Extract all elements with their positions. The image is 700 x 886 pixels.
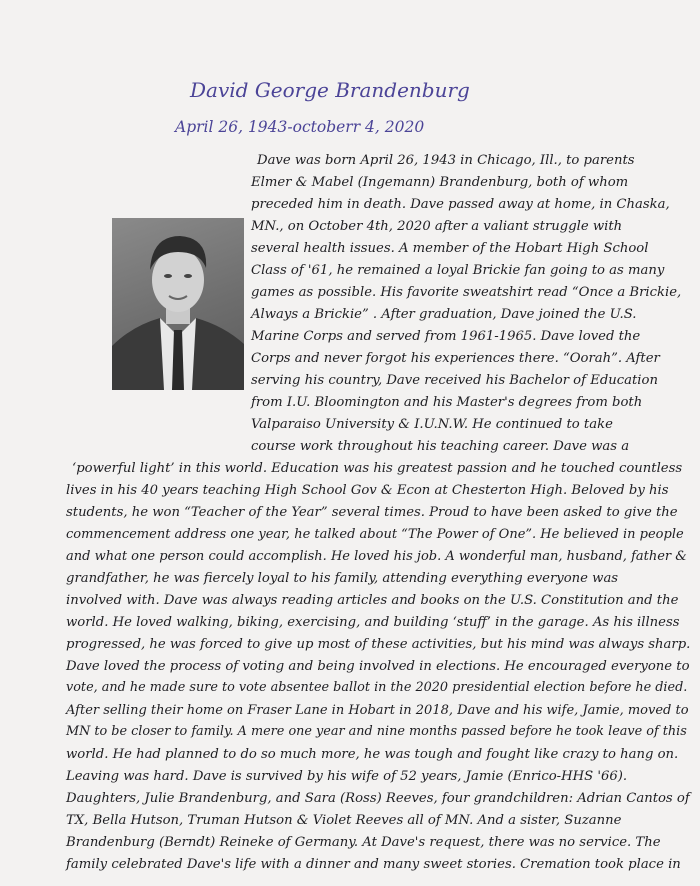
text-line: world. He had planned to do so much more, he was tough and fought like crazy to hang on. bbox=[66, 747, 679, 762]
text-line: vote, and he made sure to vote absentee ballot in the 2020 presidential election before he died. bbox=[66, 680, 688, 695]
text-line: Valparaiso University & I.U.N.W. He continued to take bbox=[251, 417, 613, 432]
text-line: grandfather, he was fiercely loyal to his family, attending everything everyone was bbox=[66, 571, 619, 586]
text-line: course work throughout his teaching career. Dave was a bbox=[251, 439, 630, 454]
text-line: family celebrated Dave's life with a dinner and many sweet stories. Cremation took place in bbox=[66, 857, 681, 872]
text-line: serving his country, Dave received his Bachelor of Education bbox=[251, 373, 658, 388]
text-line: commencement address one year, he talked about “The Power of One”. He believed in people bbox=[66, 527, 684, 542]
text-line: After selling their home on Fraser Lane in Hobart in 2018, Dave and his wife, Jamie, moved to bbox=[66, 703, 689, 718]
text-line: involved with. Dave was always reading articles and books on the U.S. Constitution and the bbox=[66, 593, 679, 608]
text-line: Class of '61, he remained a loyal Brickie fan going to as many bbox=[251, 263, 665, 278]
text-line: several health issues. A member of the Hobart High School bbox=[251, 241, 649, 256]
text-line: preceded him in death. Dave passed away at home, in Chaska, bbox=[251, 197, 670, 212]
text-line: ‘powerful light’ in this world. Education was his greatest passion and he touched countless bbox=[72, 461, 683, 476]
text-line: Elmer & Mabel (Ingemann) Brandenburg, both of whom bbox=[251, 175, 629, 190]
text-line: games as possible. His favorite sweatshirt read “Once a Brickie, bbox=[251, 285, 682, 300]
text-line: Marine Corps and served from 1961-1965. Dave loved the bbox=[251, 329, 641, 344]
text-line: lives in his 40 years teaching High School Gov & Econ at Chesterton High. Beloved by his bbox=[66, 483, 669, 498]
text-line: and what one person could accomplish. He loved his job. A wonderful man, husband, father & bbox=[66, 549, 687, 564]
text-line: from I.U. Bloomington and his Master's degrees from both bbox=[251, 395, 643, 410]
text-line: Always a Brickie” . After graduation, Dave joined the U.S. bbox=[251, 307, 637, 322]
text-line: MN to be closer to family. A mere one year and nine months passed before he took leave of this bbox=[66, 724, 687, 739]
text-line: TX, Bella Hutson, Truman Hutson & Violet Reeves all of MN. And a sister, Suzanne bbox=[66, 813, 622, 828]
text-line: world. He loved walking, biking, exercising, and building ‘stuff’ in the garage. As his illness bbox=[66, 615, 680, 630]
text-line: progressed, he was forced to give up most of these activities, but his mind was always sharp. bbox=[66, 637, 691, 652]
text-line: Dave loved the process of voting and being involved in elections. He encouraged everyone to bbox=[66, 659, 690, 674]
text-line: Brandenburg (Berndt) Reineke of Germany. At Dave's request, there was no service. The bbox=[66, 835, 661, 850]
life-dates: April 26, 1943-octoberr 4, 2020 bbox=[175, 118, 425, 136]
text-line: MN., on October 4th, 2020 after a valiant struggle with bbox=[251, 219, 623, 234]
text-line: Corps and never forgot his experiences there. “Oorah”. After bbox=[251, 351, 660, 366]
page-title: David George Brandenburg bbox=[190, 78, 470, 102]
text-line: Dave was born April 26, 1943 in Chicago, Ill., to parents bbox=[257, 153, 635, 168]
text-line: Leaving was hard. Dave is survived by his wife of 52 years, Jamie (Enrico-HHS '66). bbox=[66, 769, 628, 784]
text-line: students, he won “Teacher of the Year” several times. Proud to have been asked to give the bbox=[66, 505, 678, 520]
text-line: Daughters, Julie Brandenburg, and Sara (Ross) Reeves, four grandchildren: Adrian Cantos of bbox=[66, 791, 690, 806]
